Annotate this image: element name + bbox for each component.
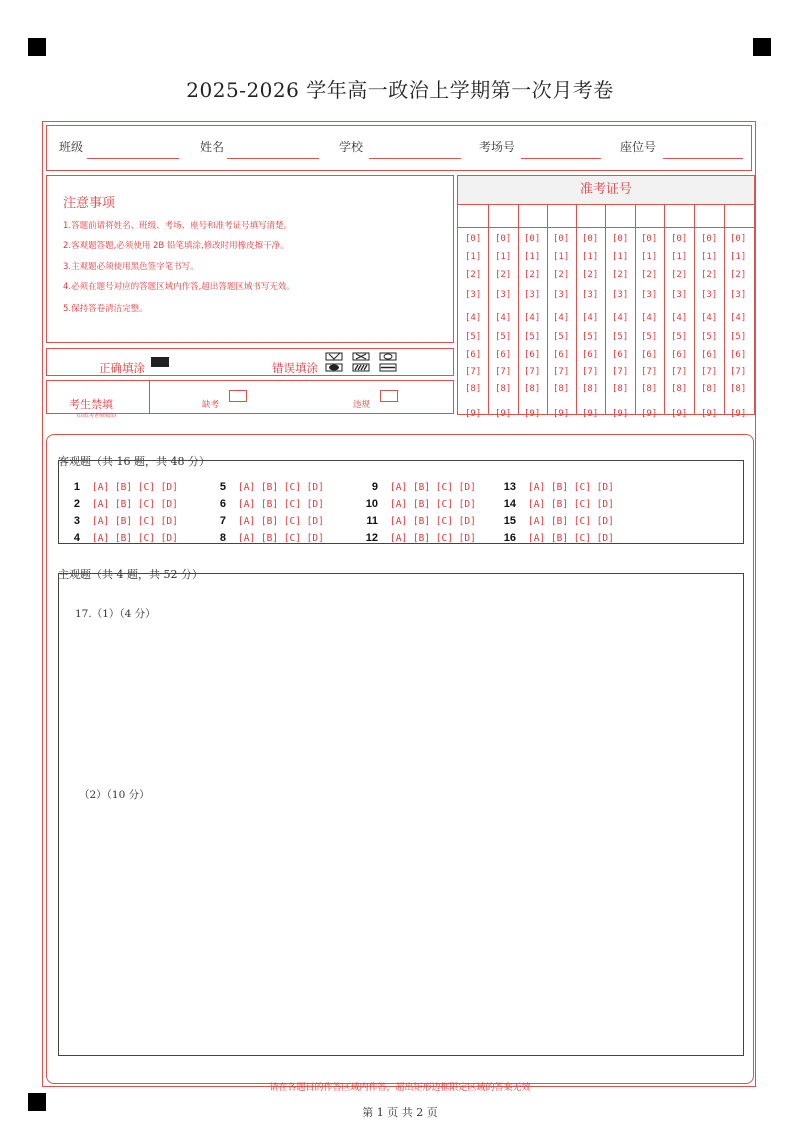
admission-digit-bubble[interactable]: [6] — [641, 350, 658, 360]
question-17-part-1: 17.（1）（4 分） — [75, 608, 156, 620]
admission-digit-bubble[interactable]: [7] — [524, 367, 541, 377]
admission-digit-bubble[interactable]: [0] — [582, 234, 599, 244]
answer-options[interactable]: [A] [B] [C] [D] — [390, 482, 476, 493]
absent-label: 缺考 — [202, 400, 220, 410]
subjective-section-label: 主观题（共 4 题，共 52 分） — [58, 568, 203, 581]
admission-column-line — [576, 204, 577, 414]
admission-digit-bubble[interactable]: [5] — [524, 332, 541, 342]
admission-digit-bubble[interactable]: [5] — [641, 332, 658, 342]
admission-digit-bubble[interactable]: [4] — [612, 313, 629, 323]
admission-digit-bubble[interactable]: [8] — [641, 384, 658, 394]
subjective-answer-box[interactable] — [58, 573, 744, 1056]
admission-digit-bubble[interactable]: [7] — [465, 367, 482, 377]
school-label: 学校 — [339, 140, 364, 154]
admission-digit-bubble[interactable]: [8] — [730, 384, 747, 394]
admission-digit-bubble[interactable]: [2] — [553, 270, 570, 280]
admission-digit-bubble[interactable]: [3] — [524, 290, 541, 300]
class-label: 班级 — [59, 140, 84, 154]
answer-options[interactable]: [A] [B] [C] [D] — [390, 499, 476, 510]
page-title: 2025-2026 学年高一政治上学期第一次月考卷 — [186, 78, 614, 102]
answer-options[interactable]: [A] [B] [C] [D] — [92, 499, 178, 510]
violation-box[interactable] — [380, 390, 398, 402]
admission-column-line — [518, 204, 519, 414]
notice-title: 注意事项 — [63, 196, 116, 211]
admission-digit-bubble[interactable]: [1] — [641, 252, 658, 262]
admission-digit-bubble[interactable]: [1] — [701, 252, 718, 262]
seat-label: 座位号 — [620, 140, 657, 154]
question-number: 5 — [219, 481, 226, 493]
question-number: 15 — [503, 515, 516, 527]
admission-digit-bubble[interactable]: [0] — [730, 234, 747, 244]
admission-digit-bubble[interactable]: [5] — [730, 332, 747, 342]
admission-digit-bubble[interactable]: [7] — [582, 367, 599, 377]
admission-digit-bubble[interactable]: [2] — [582, 270, 599, 280]
admission-digit-bubble[interactable]: [9] — [701, 409, 718, 419]
status-divider — [149, 381, 150, 413]
question-number: 6 — [219, 498, 226, 510]
admission-column-line — [635, 204, 636, 414]
admission-digit-bubble[interactable]: [4] — [465, 313, 482, 323]
admission-digit-bubble[interactable]: [3] — [701, 290, 718, 300]
admission-digit-bubble[interactable]: [9] — [495, 409, 512, 419]
admission-digit-bubble[interactable]: [7] — [495, 367, 512, 377]
question-17-part-2: （2）（10 分） — [79, 789, 150, 801]
notice-box — [46, 175, 454, 343]
answer-options[interactable]: [A] [B] [C] [D] — [238, 482, 324, 493]
admission-digit-bubble[interactable]: [7] — [612, 367, 629, 377]
admission-digit-bubble[interactable]: [5] — [553, 332, 570, 342]
answer-options[interactable]: [A] [B] [C] [D] — [238, 533, 324, 544]
admission-digit-bubble[interactable]: [5] — [701, 332, 718, 342]
admission-digit-bubble[interactable]: [1] — [671, 252, 688, 262]
admission-digit-bubble[interactable]: [7] — [730, 367, 747, 377]
admission-digit-bubble[interactable]: [6] — [671, 350, 688, 360]
admission-digit-bubble[interactable]: [9] — [582, 409, 599, 419]
admission-digit-bubble[interactable]: [2] — [641, 270, 658, 280]
violation-label: 违规 — [353, 400, 371, 410]
admission-digit-bubble[interactable]: [4] — [671, 313, 688, 323]
answer-options[interactable]: [A] [B] [C] [D] — [92, 533, 178, 544]
admission-digit-bubble[interactable]: [4] — [701, 313, 718, 323]
admission-digit-bubble[interactable]: [6] — [465, 350, 482, 360]
admission-digit-bubble[interactable]: [7] — [701, 367, 718, 377]
admission-digit-bubble[interactable]: [0] — [671, 234, 688, 244]
answer-options[interactable]: [A] [B] [C] [D] — [238, 516, 324, 527]
admission-digit-bubble[interactable]: [3] — [612, 290, 629, 300]
admission-digit-bubble[interactable]: [3] — [465, 290, 482, 300]
fill-example-row — [46, 348, 454, 376]
candidate-status-row — [46, 380, 454, 419]
admission-digit-bubble[interactable]: [4] — [495, 313, 512, 323]
name-label: 姓名 — [200, 140, 225, 154]
correct-fill-label: 正确填涂 — [99, 361, 145, 375]
admission-digit-bubble[interactable]: [2] — [465, 270, 482, 280]
admission-digit-bubble[interactable]: [9] — [671, 409, 688, 419]
notice-item: 3.主观题必须使用黑色签字笔书写。 — [63, 262, 199, 272]
name-field[interactable] — [227, 158, 319, 159]
admission-digit-bubble[interactable]: [2] — [730, 270, 747, 280]
class-field[interactable] — [87, 158, 179, 159]
admission-digit-bubble[interactable]: [9] — [465, 409, 482, 419]
question-number: 12 — [365, 532, 378, 544]
admission-digit-bubble[interactable]: [0] — [612, 234, 629, 244]
admission-digit-bubble[interactable]: [1] — [612, 252, 629, 262]
exam-room-label: 考场号 — [479, 140, 516, 154]
admission-digit-bubble[interactable]: [3] — [553, 290, 570, 300]
answer-options[interactable]: [A] [B] [C] [D] — [528, 499, 614, 510]
admission-digit-bubble[interactable]: [1] — [730, 252, 747, 262]
admission-digit-bubble[interactable]: [3] — [582, 290, 599, 300]
answer-options[interactable]: [A] [B] [C] [D] — [390, 516, 476, 527]
answer-options[interactable]: [A] [B] [C] [D] — [238, 499, 324, 510]
notice-item: 2.客观题答题,必须使用 2B 铅笔填涂,修改时用橡皮擦干净。 — [63, 241, 289, 251]
question-number: 16 — [503, 532, 516, 544]
admission-digit-bubble[interactable]: [0] — [553, 234, 570, 244]
admission-column-line — [547, 204, 548, 414]
admission-digit-bubble[interactable]: [3] — [730, 290, 747, 300]
admission-digit-bubble[interactable]: [7] — [671, 367, 688, 377]
admission-digit-bubble[interactable]: [8] — [701, 384, 718, 394]
answer-options[interactable]: [A] [B] [C] [D] — [528, 533, 614, 544]
admission-digit-bubble[interactable]: [8] — [582, 384, 599, 394]
status-sub-label: (由监考老师填涂) — [77, 413, 116, 419]
question-number: 1 — [73, 481, 80, 493]
admission-digit-bubble[interactable]: [6] — [495, 350, 512, 360]
correct-fill-swatch — [151, 357, 169, 367]
admission-digit-bubble[interactable]: [6] — [553, 350, 570, 360]
admission-digit-bubble[interactable]: [7] — [641, 367, 658, 377]
answer-options[interactable]: [A] [B] [C] [D] — [528, 482, 614, 493]
question-number: 8 — [219, 532, 226, 544]
admission-digit-bubble[interactable]: [8] — [671, 384, 688, 394]
admission-digit-bubble[interactable]: [1] — [495, 252, 512, 262]
notice-item: 1.答题前请将姓名、班级、考场、座号和准考证号填写清楚。 — [63, 221, 293, 231]
admission-column-line — [664, 204, 665, 414]
corner-marker-top-right — [753, 38, 771, 56]
exam-room-field[interactable] — [521, 158, 601, 159]
wrong-fill-examples-icon — [325, 352, 405, 374]
admission-digit-bubble[interactable]: [2] — [495, 270, 512, 280]
admission-digit-bubble[interactable]: [9] — [553, 409, 570, 419]
admission-digit-bubble[interactable]: [4] — [641, 313, 658, 323]
answer-options[interactable]: [A] [B] [C] [D] — [92, 482, 178, 493]
admission-digit-bubble[interactable]: [6] — [701, 350, 718, 360]
admission-digit-bubble[interactable]: [5] — [671, 332, 688, 342]
admission-digit-bubble[interactable]: [0] — [465, 234, 482, 244]
admission-digit-bubble[interactable]: [2] — [524, 270, 541, 280]
admission-digit-bubble[interactable]: [6] — [612, 350, 629, 360]
admission-digit-bubble[interactable]: [8] — [495, 384, 512, 394]
admission-digit-bubble[interactable]: [5] — [495, 332, 512, 342]
corner-marker-top-left — [28, 38, 46, 56]
admission-digit-bubble[interactable]: [5] — [582, 332, 599, 342]
objective-section-label: 客观题（共 16 题，共 48 分） — [58, 455, 210, 468]
admission-digit-bubble[interactable]: [8] — [612, 384, 629, 394]
question-number: 2 — [73, 498, 80, 510]
admission-column-line — [694, 204, 695, 414]
admission-digit-bubble[interactable]: [4] — [582, 313, 599, 323]
question-number: 4 — [73, 532, 80, 544]
answer-options[interactable]: [A] [B] [C] [D] — [528, 516, 614, 527]
admission-digit-bubble[interactable]: [3] — [495, 290, 512, 300]
school-field[interactable] — [369, 158, 461, 159]
admission-digit-bubble[interactable]: [8] — [465, 384, 482, 394]
admission-digit-bubble[interactable]: [2] — [701, 270, 718, 280]
admission-digit-bubble[interactable]: [3] — [671, 290, 688, 300]
status-label: 考生禁填 — [69, 398, 113, 411]
admission-digit-bubble[interactable]: [4] — [553, 313, 570, 323]
admission-digit-bubble[interactable]: [7] — [553, 367, 570, 377]
question-number: 7 — [219, 515, 226, 527]
admission-digit-bubble[interactable]: [8] — [524, 384, 541, 394]
notice-item: 5.保持答卷清洁完整。 — [63, 304, 148, 314]
admission-digit-bubble[interactable]: [9] — [730, 409, 747, 419]
question-number: 9 — [371, 481, 378, 493]
admission-digit-bubble[interactable]: [6] — [582, 350, 599, 360]
admission-digit-bubble[interactable]: [1] — [524, 252, 541, 262]
admission-digit-bubble[interactable]: [0] — [641, 234, 658, 244]
wrong-fill-label: 错误填涂 — [272, 361, 318, 375]
admission-digit-bubble[interactable]: [9] — [612, 409, 629, 419]
absent-box[interactable] — [229, 390, 247, 402]
seat-field[interactable] — [663, 158, 743, 159]
footer-warning: 请在各题目的作答区域内作答，超出矩形边框限定区域的答案无效 — [269, 1083, 531, 1093]
page-number: 第 1 页 共 2 页 — [362, 1106, 438, 1119]
admission-digit-bubble[interactable]: [4] — [730, 313, 747, 323]
admission-title: 准考证号 — [458, 176, 754, 205]
admission-column-line — [605, 204, 606, 414]
admission-digit-bubble[interactable]: [8] — [553, 384, 570, 394]
admission-digit-bubble[interactable]: [6] — [730, 350, 747, 360]
admission-digit-bubble[interactable]: [3] — [641, 290, 658, 300]
admission-digit-bubble[interactable]: [6] — [524, 350, 541, 360]
admission-digit-bubble[interactable]: [0] — [701, 234, 718, 244]
notice-item: 4.必须在题号对应的答题区域内作答,超出答题区域书写无效。 — [63, 282, 295, 292]
admission-digit-bubble[interactable]: [9] — [524, 409, 541, 419]
question-number: 10 — [365, 498, 378, 510]
admission-digit-bubble[interactable]: [1] — [582, 252, 599, 262]
admission-digit-bubble[interactable]: [4] — [524, 313, 541, 323]
answer-options[interactable]: [A] [B] [C] [D] — [390, 533, 476, 544]
admission-digit-bubble[interactable]: [2] — [612, 270, 629, 280]
question-number: 3 — [73, 515, 80, 527]
student-info-row — [46, 125, 752, 171]
admission-digit-bubble[interactable]: [5] — [612, 332, 629, 342]
admission-digit-bubble[interactable]: [1] — [465, 252, 482, 262]
question-number: 14 — [503, 498, 516, 510]
admission-digit-bubble[interactable]: [5] — [465, 332, 482, 342]
admission-digit-bubble[interactable]: [0] — [495, 234, 512, 244]
admission-number-grid — [457, 175, 755, 419]
admission-column-line — [488, 204, 489, 414]
question-number: 11 — [366, 515, 378, 527]
admission-column-line — [724, 204, 725, 414]
answer-options[interactable]: [A] [B] [C] [D] — [92, 516, 178, 527]
admission-digit-bubble[interactable]: [1] — [553, 252, 570, 262]
admission-digit-bubble[interactable]: [9] — [641, 409, 658, 419]
admission-entry-row-line — [458, 227, 754, 228]
admission-digit-bubble[interactable]: [2] — [671, 270, 688, 280]
question-number: 13 — [503, 481, 516, 493]
admission-digit-bubble[interactable]: [0] — [524, 234, 541, 244]
